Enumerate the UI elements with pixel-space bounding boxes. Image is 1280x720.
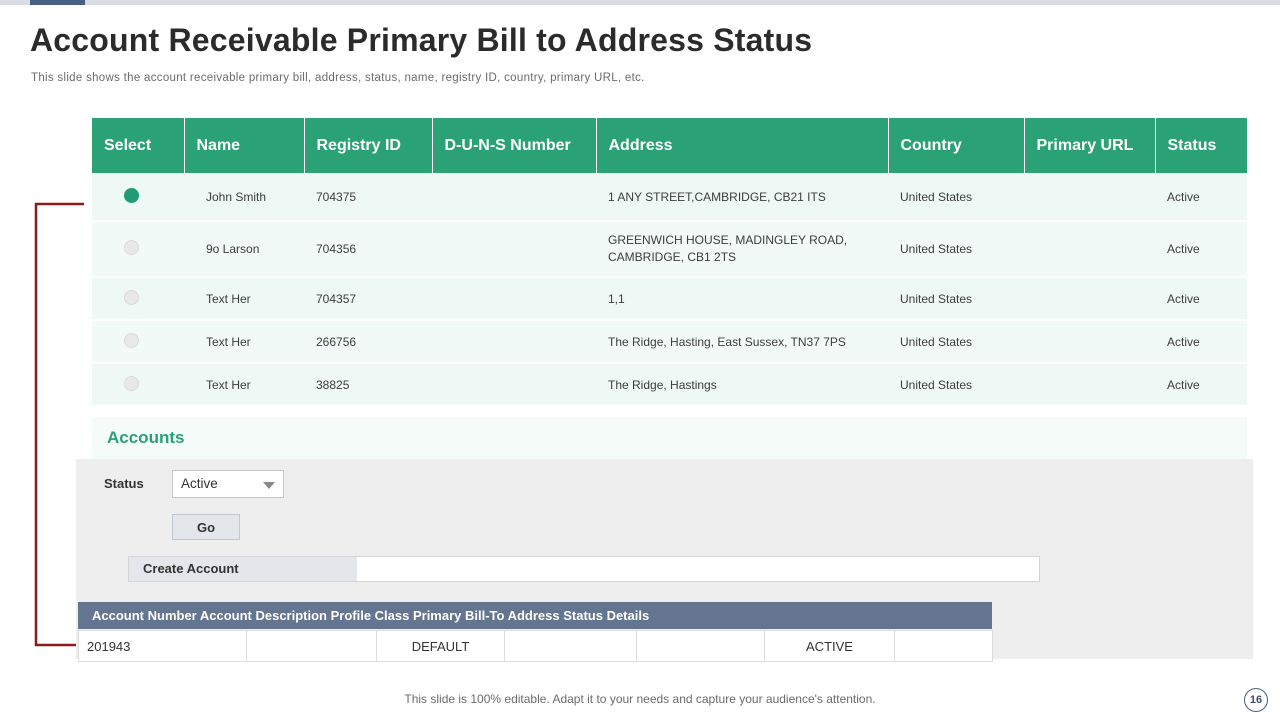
- row-primary-url: [1024, 173, 1155, 221]
- row-country: United States: [888, 221, 1024, 277]
- table-row: [92, 173, 1247, 221]
- receivable-table-panel: [92, 118, 1247, 407]
- extra-cell: [637, 631, 765, 662]
- radio-button[interactable]: [124, 290, 139, 305]
- row-duns-number: [432, 277, 596, 320]
- column-header-primary-url[interactable]: Primary URL: [1024, 118, 1155, 173]
- row-registry-id: 704375: [304, 173, 432, 221]
- row-status: Active: [1155, 363, 1247, 406]
- table-row: [92, 221, 1247, 277]
- page-number-badge: 16: [1244, 688, 1268, 712]
- row-status: Active: [1155, 173, 1247, 221]
- row-name: John Smith: [184, 173, 304, 221]
- row-country: United States: [888, 277, 1024, 320]
- row-select-cell[interactable]: [92, 320, 184, 363]
- go-button[interactable]: Go: [172, 514, 240, 540]
- radio-button-selected[interactable]: [124, 188, 139, 203]
- row-select-cell[interactable]: [92, 221, 184, 277]
- row-registry-id: 266756: [304, 320, 432, 363]
- row-status: Active: [1155, 320, 1247, 363]
- top-bar-accent: [30, 0, 85, 5]
- column-header-status[interactable]: Status: [1155, 118, 1247, 173]
- row-country: United States: [888, 173, 1024, 221]
- row-duns-number: [432, 320, 596, 363]
- row-select-cell[interactable]: [92, 363, 184, 406]
- column-header-registry-id[interactable]: Registry ID: [304, 118, 432, 173]
- table-row: [92, 320, 1247, 363]
- primary-bill-to-address-cell: [505, 631, 637, 662]
- row-status: Active: [1155, 277, 1247, 320]
- row-duns-number: [432, 221, 596, 277]
- receivable-table: [92, 118, 1247, 407]
- details-cell: [895, 631, 993, 662]
- row-primary-url: [1024, 363, 1155, 406]
- create-account-row: [128, 556, 1040, 582]
- accounts-band: [92, 417, 1247, 459]
- row-primary-url: [1024, 221, 1155, 277]
- status-select-value: Active: [181, 476, 218, 491]
- row-name: Text Her: [184, 320, 304, 363]
- page-title: Account Receivable Primary Bill to Address Status: [30, 22, 813, 58]
- radio-button[interactable]: [124, 376, 139, 391]
- row-registry-id: 704357: [304, 277, 432, 320]
- column-header-address[interactable]: Address: [596, 118, 888, 173]
- row-name: 9o Larson: [184, 221, 304, 277]
- row-address: The Ridge, Hasting, East Sussex, TN37 7PS: [596, 320, 888, 363]
- row-primary-url: [1024, 320, 1155, 363]
- status-label: Status: [104, 476, 144, 491]
- column-header-duns-number[interactable]: D-U-N-S Number: [432, 118, 596, 173]
- page-subtitle: This slide shows the account receivable primary bill, address, status, name, registry ID, country, primary URL, etc.: [31, 72, 645, 84]
- column-header-select[interactable]: Select: [92, 118, 184, 173]
- column-header-country[interactable]: Country: [888, 118, 1024, 173]
- row-status: Active: [1155, 221, 1247, 277]
- accounts-results-header: Account Number Account Description Profile Class Primary Bill-To Address Status Details: [78, 602, 992, 629]
- account-number-cell: 201943: [79, 631, 247, 662]
- row-address: The Ridge, Hastings: [596, 363, 888, 406]
- column-header-name[interactable]: Name: [184, 118, 304, 173]
- table-row: [92, 363, 1247, 406]
- row-duns-number: [432, 363, 596, 406]
- profile-class-cell: DEFAULT: [377, 631, 505, 662]
- row-select-cell[interactable]: [92, 277, 184, 320]
- footer-note: This slide is 100% editable. Adapt it to your needs and capture your audience's attention.: [404, 692, 876, 706]
- row-address: GREENWICH HOUSE, MADINGLEY ROAD, CAMBRIDGE, CB1 2TS: [596, 221, 888, 277]
- table-row: [92, 277, 1247, 320]
- create-account-button[interactable]: Create Account: [129, 557, 357, 581]
- top-bar: [0, 0, 1280, 5]
- row-registry-id: 704356: [304, 221, 432, 277]
- chevron-down-icon[interactable]: [263, 482, 275, 489]
- row-name: Text Her: [184, 277, 304, 320]
- row-address: 1,1: [596, 277, 888, 320]
- accounts-results-table: [78, 630, 993, 662]
- row-duns-number: [432, 173, 596, 221]
- radio-button[interactable]: [124, 240, 139, 255]
- row-country: United States: [888, 363, 1024, 406]
- row-registry-id: 38825: [304, 363, 432, 406]
- status-cell: ACTIVE: [765, 631, 895, 662]
- accounts-section-title: Accounts: [107, 428, 185, 447]
- table-row: [79, 631, 993, 662]
- row-primary-url: [1024, 277, 1155, 320]
- status-select[interactable]: [172, 470, 284, 498]
- table-header-row: [92, 118, 1247, 173]
- row-country: United States: [888, 320, 1024, 363]
- row-name: Text Her: [184, 363, 304, 406]
- radio-button[interactable]: [124, 333, 139, 348]
- row-select-cell[interactable]: [92, 173, 184, 221]
- account-description-cell: [247, 631, 377, 662]
- row-address: 1 ANY STREET,CAMBRIDGE, CB21 ITS: [596, 173, 888, 221]
